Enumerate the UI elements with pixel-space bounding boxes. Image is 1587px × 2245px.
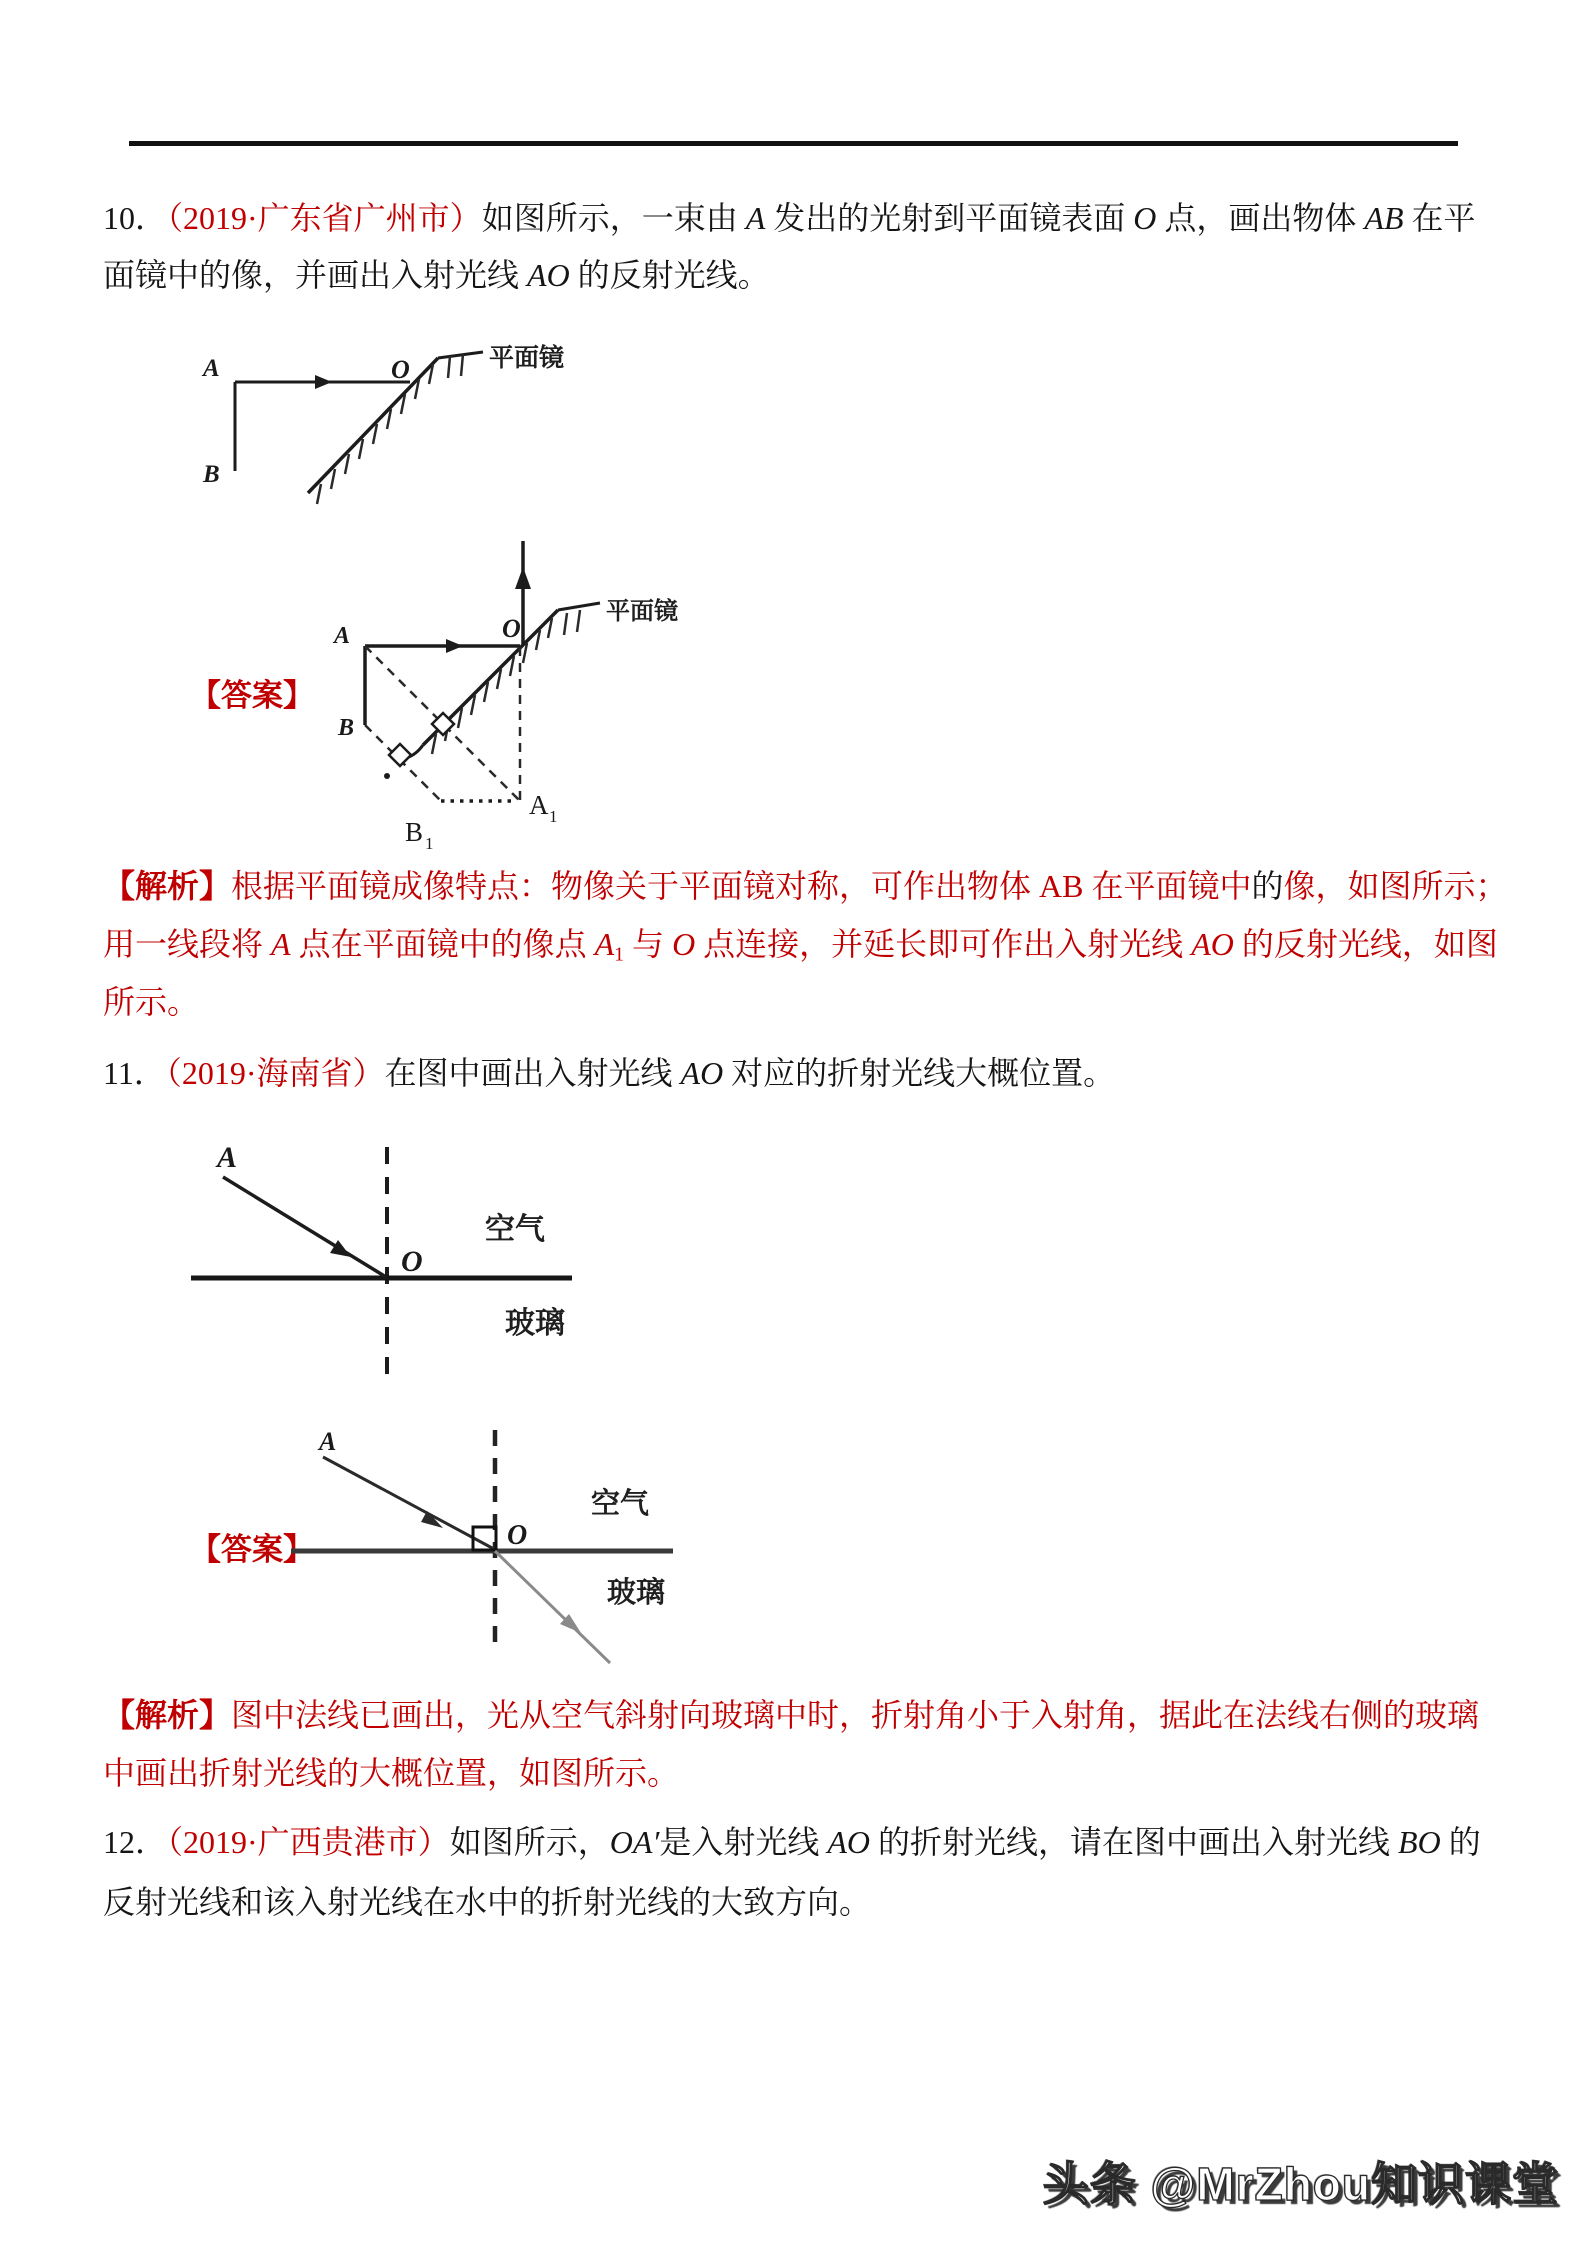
- point-B-label: B: [203, 461, 220, 488]
- text-segment: A: [594, 926, 615, 962]
- point-O-label: O: [401, 1245, 423, 1278]
- text-segment: O: [672, 926, 696, 962]
- text-line: [103, 1044, 1503, 1102]
- mirror-hatching: [317, 354, 463, 504]
- question-10-paragraph: [103, 190, 1503, 304]
- air-label: 空气: [591, 1488, 650, 1520]
- incident-ray-AO: [323, 1457, 494, 1549]
- text-segment: 像，如图所示；: [1283, 868, 1508, 904]
- text-segment: 在图中画出入射光线: [384, 1055, 681, 1091]
- point-O-label: O: [502, 614, 521, 643]
- text-segment: AO: [527, 257, 570, 293]
- text-segment: AO: [680, 1055, 724, 1091]
- text-segment: 对应的折射光线大概位置。: [723, 1055, 1116, 1091]
- point-A-label: A: [319, 1427, 337, 1456]
- ray-arrowhead: [515, 567, 531, 589]
- text-segment: 中画出折射光线的大概位置，如图所示。: [103, 1755, 680, 1791]
- image-point-A1-label: [529, 790, 558, 826]
- glass-label: 玻璃: [607, 1577, 666, 1609]
- text-segment: 的反射光线，如图: [1233, 926, 1498, 962]
- perpendicular-mark-lower: [389, 744, 411, 766]
- glass-label: 玻璃: [505, 1307, 565, 1340]
- text-segment: 用一线段将: [103, 926, 272, 962]
- q11-question-figure: [185, 1133, 580, 1395]
- text-segment: 点在平面镜中的像点: [290, 926, 595, 962]
- text-segment: 发出的光射到平面镜表面: [765, 200, 1134, 236]
- ray-arrowhead: [315, 375, 332, 389]
- text-segment: 11．: [103, 1055, 166, 1091]
- top-horizontal-rule: [129, 141, 1458, 146]
- text-segment: 是入射光线: [659, 1824, 828, 1860]
- text-segment: OA′: [609, 1824, 660, 1860]
- point-A-label: A: [217, 1141, 238, 1174]
- text-segment: 根据平面镜成像特点：物像关于平面镜对称，可作出物体: [231, 868, 1040, 904]
- svg-text:1: 1: [425, 834, 434, 853]
- text-segment: AB: [1039, 868, 1084, 904]
- text-segment: 与: [624, 926, 673, 962]
- text-segment: 如图所示，: [449, 1824, 610, 1860]
- text-line: [103, 247, 1503, 304]
- text-line: [103, 190, 1503, 247]
- air-label: 空气: [485, 1213, 545, 1246]
- text-segment: 在平: [1403, 200, 1476, 236]
- svg-text:B: B: [405, 817, 424, 847]
- text-line: [103, 1872, 1503, 1932]
- question-11-paragraph: [103, 1044, 1503, 1102]
- text-segment: 点，画出物体: [1156, 200, 1365, 236]
- text-segment: A: [271, 926, 291, 962]
- q11-answer-label: 【答案】: [190, 1532, 314, 1567]
- text-segment: AB: [1364, 200, 1404, 236]
- text-line: [103, 973, 1503, 1031]
- text-segment: BO: [1398, 1824, 1441, 1860]
- image-point-B1-label: [405, 817, 434, 853]
- text-line: [103, 915, 1503, 973]
- text-segment: 在平面镜中: [1083, 868, 1252, 904]
- text-segment: 反射光线和该入射光线在水中的折射光线的大致方向。: [103, 1884, 872, 1920]
- text-segment: A: [745, 200, 766, 236]
- text-line: [103, 1744, 1503, 1802]
- svg-text:1: 1: [549, 807, 558, 826]
- text-line: [103, 1686, 1503, 1744]
- text-segment: O: [1133, 200, 1157, 236]
- q10-answer-label: 【答案】: [190, 678, 314, 713]
- q10-answer-figure: [300, 533, 700, 853]
- text-segment: 【解析】: [103, 868, 232, 904]
- point-B-label: B: [338, 715, 355, 741]
- stray-dot: [384, 773, 390, 779]
- incident-ray-AO: [235, 375, 410, 389]
- q11-analysis-paragraph: [103, 1686, 1503, 1802]
- text-segment: （2019·广西贵港市）: [167, 1824, 450, 1860]
- q11-answer-figure: [285, 1418, 685, 1676]
- text-segment: 面镜中的像，并画出入射光线: [103, 257, 528, 293]
- text-segment: 的: [1251, 868, 1284, 904]
- incident-ray-AO: [365, 639, 520, 653]
- incident-ray-AO: [223, 1177, 386, 1277]
- svg-text:A: A: [529, 790, 549, 820]
- text-segment: 点连接，并延长即可作出入射光线: [695, 926, 1192, 962]
- plane-mirror-label: 平面镜: [606, 599, 678, 625]
- text-segment: 图中法线已画出，光从空气斜射向玻璃中时，折射角小于入射角，据此在法线右侧的玻璃: [231, 1697, 1480, 1733]
- text-segment: （2019·广东省广州市）: [167, 200, 482, 236]
- point-O-label: O: [391, 355, 410, 384]
- text-segment: 如图所示，一束由: [481, 200, 746, 236]
- ray-arrowhead: [446, 639, 463, 653]
- text-segment: 的: [1440, 1824, 1481, 1860]
- point-O-label: O: [507, 1520, 528, 1551]
- point-A-label: A: [334, 623, 351, 649]
- text-line: [103, 857, 1508, 915]
- text-segment: 的反射光线。: [569, 257, 770, 293]
- watermark-text: 头条 @MrZhou知识课堂: [1042, 2158, 1559, 2210]
- text-line: [103, 1812, 1503, 1872]
- question-12-paragraph: [103, 1812, 1503, 1932]
- text-segment: 的折射光线，请在图中画出入射光线: [870, 1824, 1399, 1860]
- text-segment: AO: [827, 1824, 871, 1860]
- point-A-label: A: [203, 355, 220, 382]
- text-segment: 所示。: [103, 984, 200, 1020]
- refracted-ray: [495, 1551, 610, 1663]
- plane-mirror-label: 平面镜: [489, 345, 565, 372]
- text-segment: 12．: [103, 1824, 168, 1860]
- text-segment: AO: [1191, 926, 1234, 962]
- text-segment: （2019·海南省）: [165, 1055, 385, 1091]
- text-segment: 1: [614, 943, 625, 966]
- q10-analysis-paragraph: [103, 857, 1508, 1031]
- q10-question-figure: [145, 336, 585, 511]
- text-segment: 【解析】: [103, 1697, 232, 1733]
- text-segment: 10．: [103, 200, 168, 236]
